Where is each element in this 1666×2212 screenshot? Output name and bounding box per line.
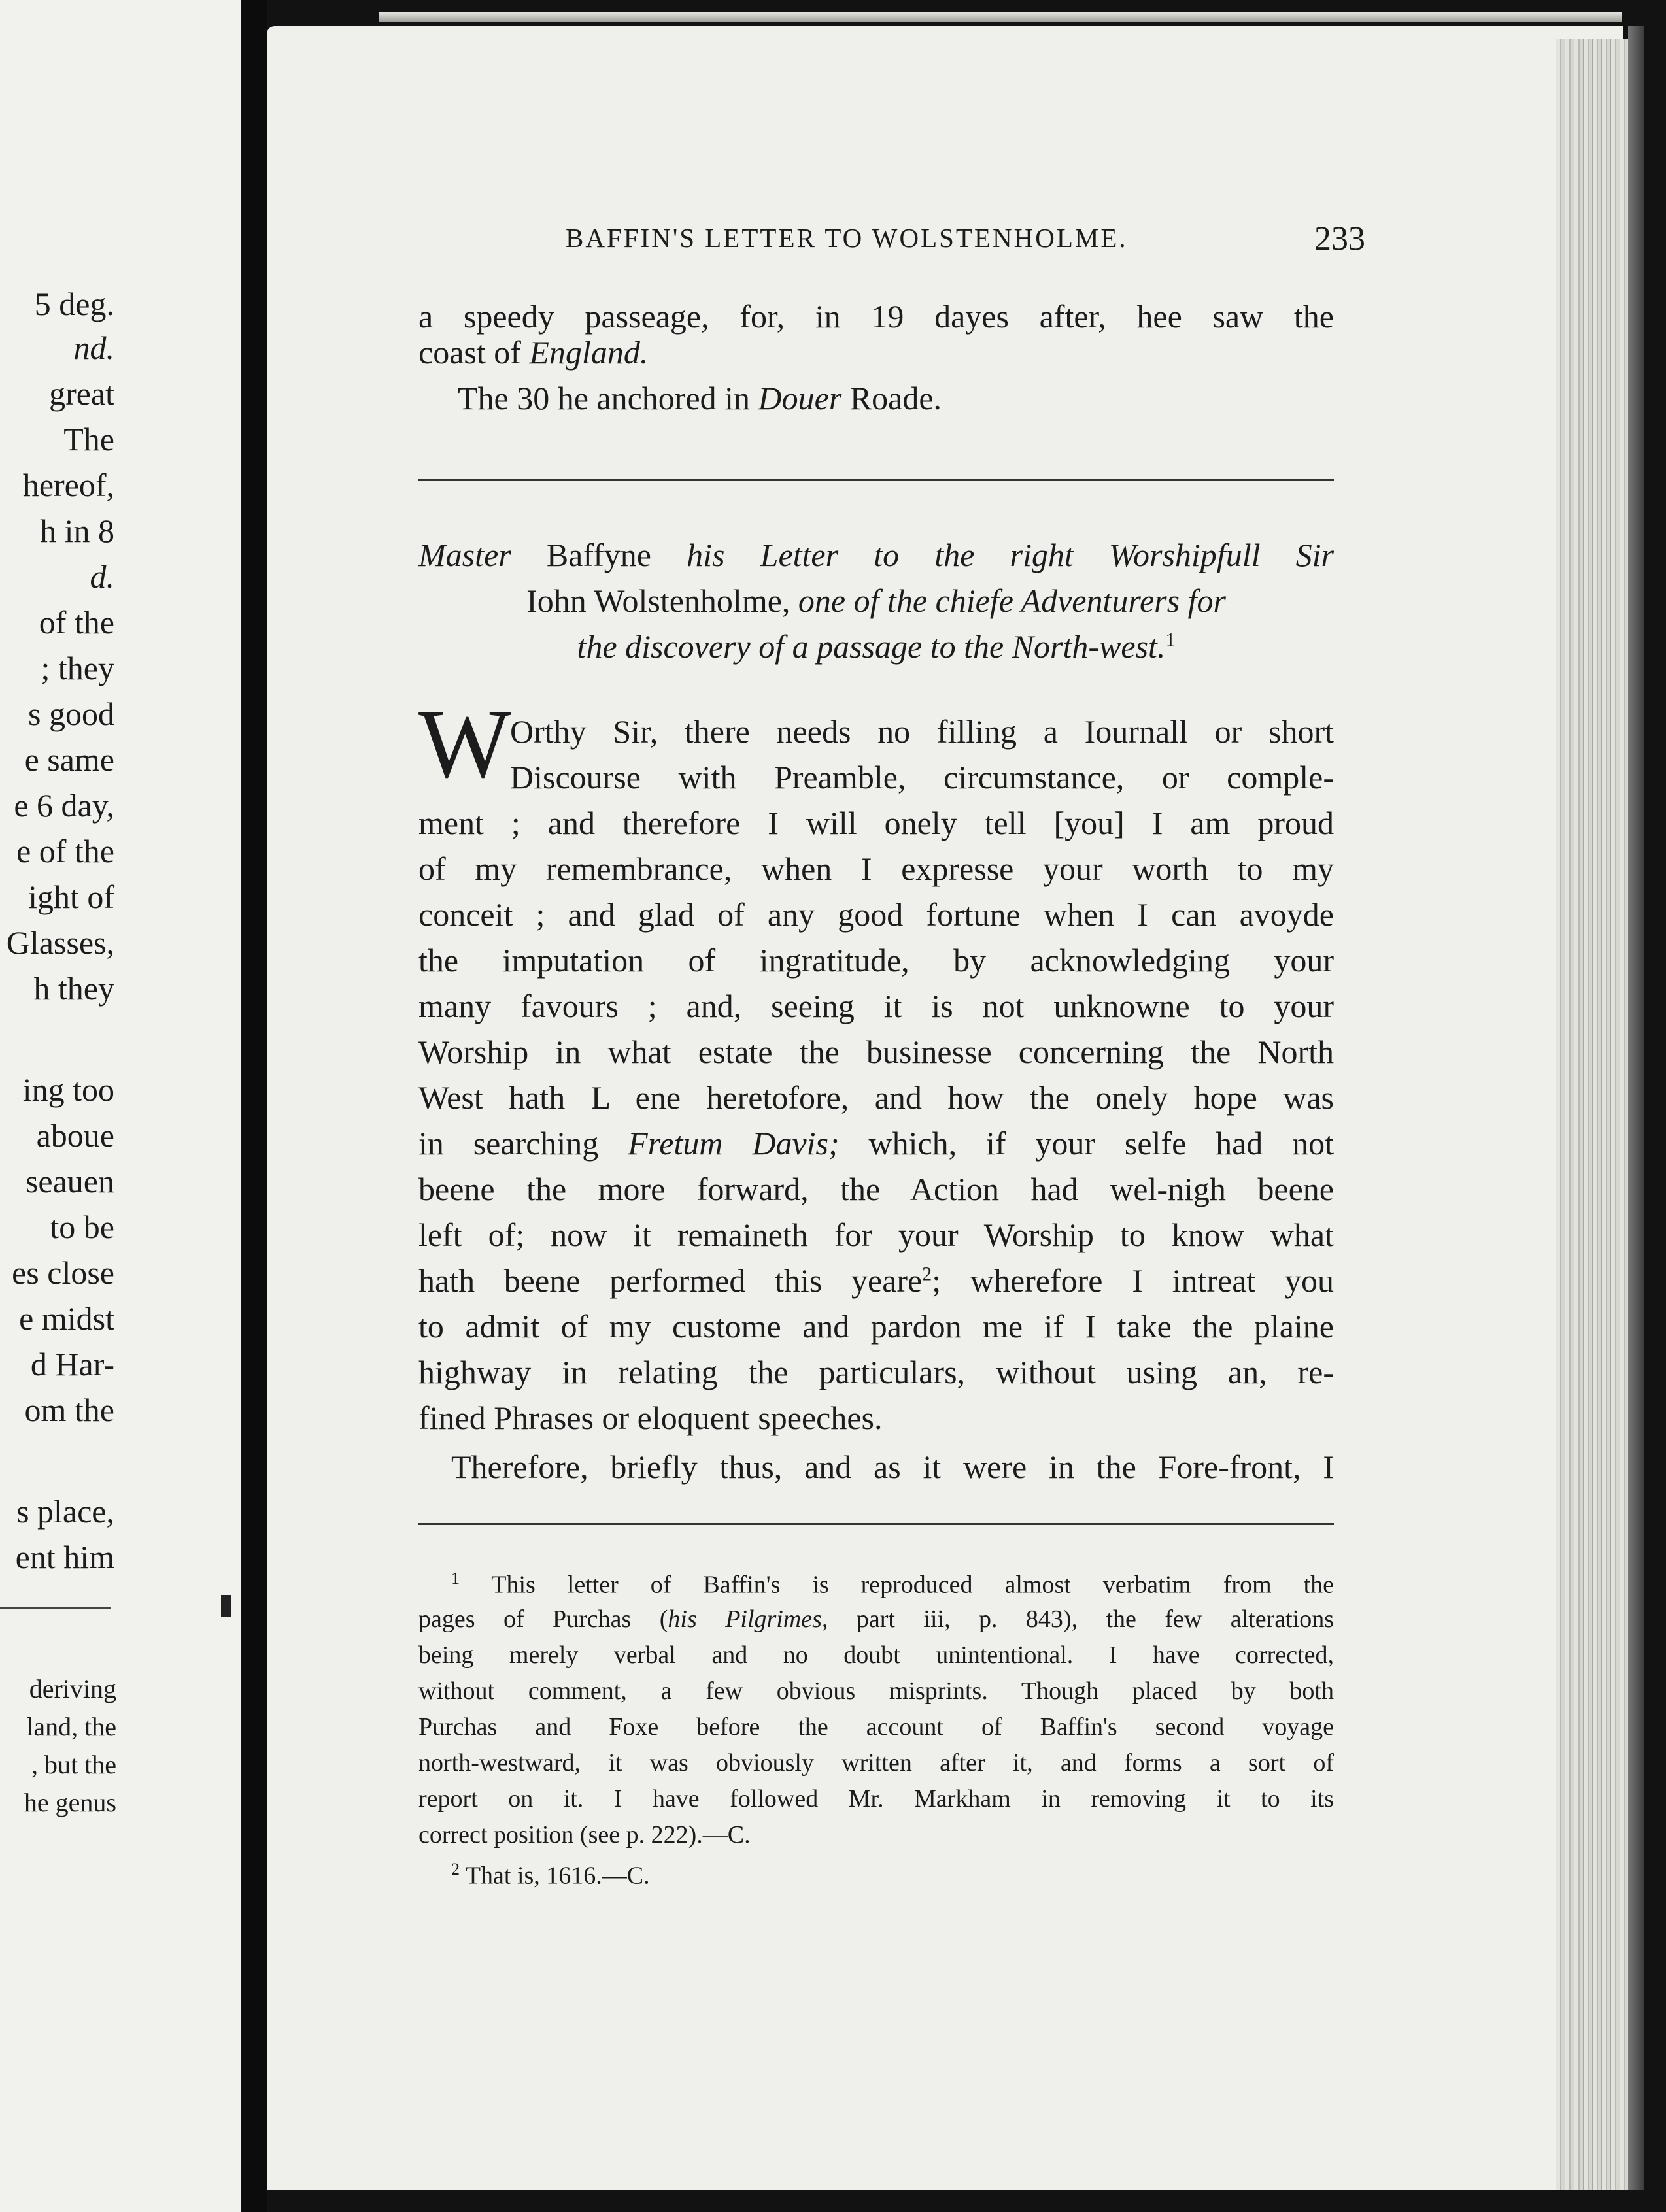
left-text-line: seauen [25, 1163, 114, 1199]
text-line: to admit of my custome and pardon me if I take the plaine [418, 1308, 1334, 1345]
footnote-line: correct position (see p. 222).—C. [418, 1821, 751, 1849]
left-text-line: d. [90, 558, 114, 595]
text-line: fined Phrases or eloquent speeches. [418, 1399, 883, 1436]
text-line: many favours ; and, seeing it is not unknowne to your [418, 988, 1334, 1024]
footnote-line: Purchas and Foxe before the account of Baffin's second voyage [418, 1713, 1334, 1741]
footnote-rule [418, 1523, 1334, 1525]
text-line: coast of England. [418, 334, 649, 371]
left-note-line: , but the [31, 1750, 116, 1779]
text-line: highway in relating the particulars, without using an, re- [418, 1354, 1334, 1390]
text-line: left of; now it remaineth for your Worship to know what [418, 1216, 1334, 1253]
text-line: Therefore, briefly thus, and as it were in the Fore-front, I [451, 1449, 1334, 1485]
left-text-line: 5 deg. [34, 286, 114, 322]
letter-heading-line: Master Baffyne his Letter to the right Worshipfull Sir [418, 537, 1334, 573]
text-line: beene the more forward, the Action had wel-nigh beene [418, 1171, 1334, 1207]
text-line: a speedy passeage, for, in 19 dayes after, hee saw the [418, 298, 1334, 335]
text-line: conceit ; and glad of any good fortune when I can avoyde [418, 896, 1334, 933]
page-top-edge [379, 12, 1622, 22]
footnote-line: $^1$ This letter of Baffin's is reproduced almost verbatim from the [451, 1569, 1334, 1599]
footnote-line: $^2$ That is, 1616.—C. [451, 1860, 650, 1890]
left-text-line: s good [28, 695, 114, 732]
left-page [0, 0, 241, 2212]
left-text-line: ent him [15, 1539, 114, 1575]
text-line: Worship in what estate the businesse concerning the North [418, 1033, 1334, 1070]
text-line: hath beene performed this yeare$^2$; wherefore I intreat you [418, 1262, 1334, 1299]
left-text-line: great [49, 375, 114, 412]
left-text-line: ight of [28, 879, 114, 915]
left-text-line: ing too [22, 1071, 114, 1108]
binding-clip [221, 1595, 231, 1617]
left-text-line: The [63, 421, 114, 458]
left-text-line: e midst [19, 1300, 114, 1337]
left-text-line: es close [12, 1254, 114, 1291]
left-text-line: e of the [16, 833, 114, 869]
left-text-line: s place, [16, 1493, 114, 1530]
left-text-line: om the [24, 1392, 114, 1428]
book-cover-edge [1628, 26, 1644, 2190]
text-line: The 30 he anchored in Douer Roade. [458, 380, 942, 416]
text-line: Orthy Sir, there needs no filling a Iournall or short [510, 713, 1334, 750]
text-line: West hath L ene heretofore, and how the onely hope was [418, 1079, 1334, 1116]
left-text-line: Glasses, [6, 924, 114, 961]
left-text-line: e same [24, 741, 114, 778]
text-line: of my remembrance, when I expresse your worth to my [418, 850, 1334, 887]
left-text-line: h they [33, 970, 114, 1007]
left-note-line: deriving [29, 1674, 116, 1703]
book-gutter [241, 0, 267, 2212]
left-note-line: he genus [24, 1788, 116, 1817]
left-text-line: to be [50, 1209, 114, 1245]
page-number: 233 [1314, 220, 1365, 258]
text-line: the imputation of ingratitude, by acknowledging your [418, 942, 1334, 979]
left-note-line: land, the [26, 1712, 116, 1741]
left-text-line: d Har- [30, 1346, 114, 1382]
section-divider [418, 479, 1334, 481]
left-text-line: of the [39, 604, 114, 641]
left-footnote-rule [0, 1607, 111, 1609]
left-text-line: e 6 day, [14, 787, 114, 824]
letter-heading-line: the discovery of a passage to the North-west.$^1$ [577, 628, 1176, 665]
left-text-line: nd. [73, 329, 114, 366]
footnote-line: pages of Purchas (his Pilgrimes, part iii, p. 843), the few alterations [418, 1605, 1334, 1633]
footnote-line: being merely verbal and no doubt unintentional. I have corrected, [418, 1641, 1334, 1669]
footnote-line: north-westward, it was obviously written after it, and forms a sort of [418, 1749, 1334, 1777]
left-text-line: aboue [36, 1117, 114, 1154]
footnote-line: report on it. I have followed Mr. Markham in removing it to its [418, 1785, 1334, 1813]
text-line: ment ; and therefore I will onely tell [you] I am proud [418, 805, 1334, 841]
running-head [418, 220, 1365, 268]
letter-heading-line: Iohn Wolstenholme, one of the chiefe Adventurers for [526, 582, 1226, 619]
left-text-line: h in 8 [40, 512, 114, 549]
text-line: Discourse with Preamble, circumstance, or comple- [510, 759, 1334, 796]
footnote-line: without comment, a few obvious misprints. Though placed by both [418, 1677, 1334, 1705]
left-text-line: hereof, [22, 467, 114, 503]
left-text-line: ; they [41, 650, 114, 686]
running-title: BAFFIN'S LETTER TO WOLSTENHOLME. [566, 223, 1128, 253]
text-line: in searching Fretum Davis; which, if your selfe had not [418, 1125, 1334, 1162]
drop-cap: W [418, 690, 511, 798]
